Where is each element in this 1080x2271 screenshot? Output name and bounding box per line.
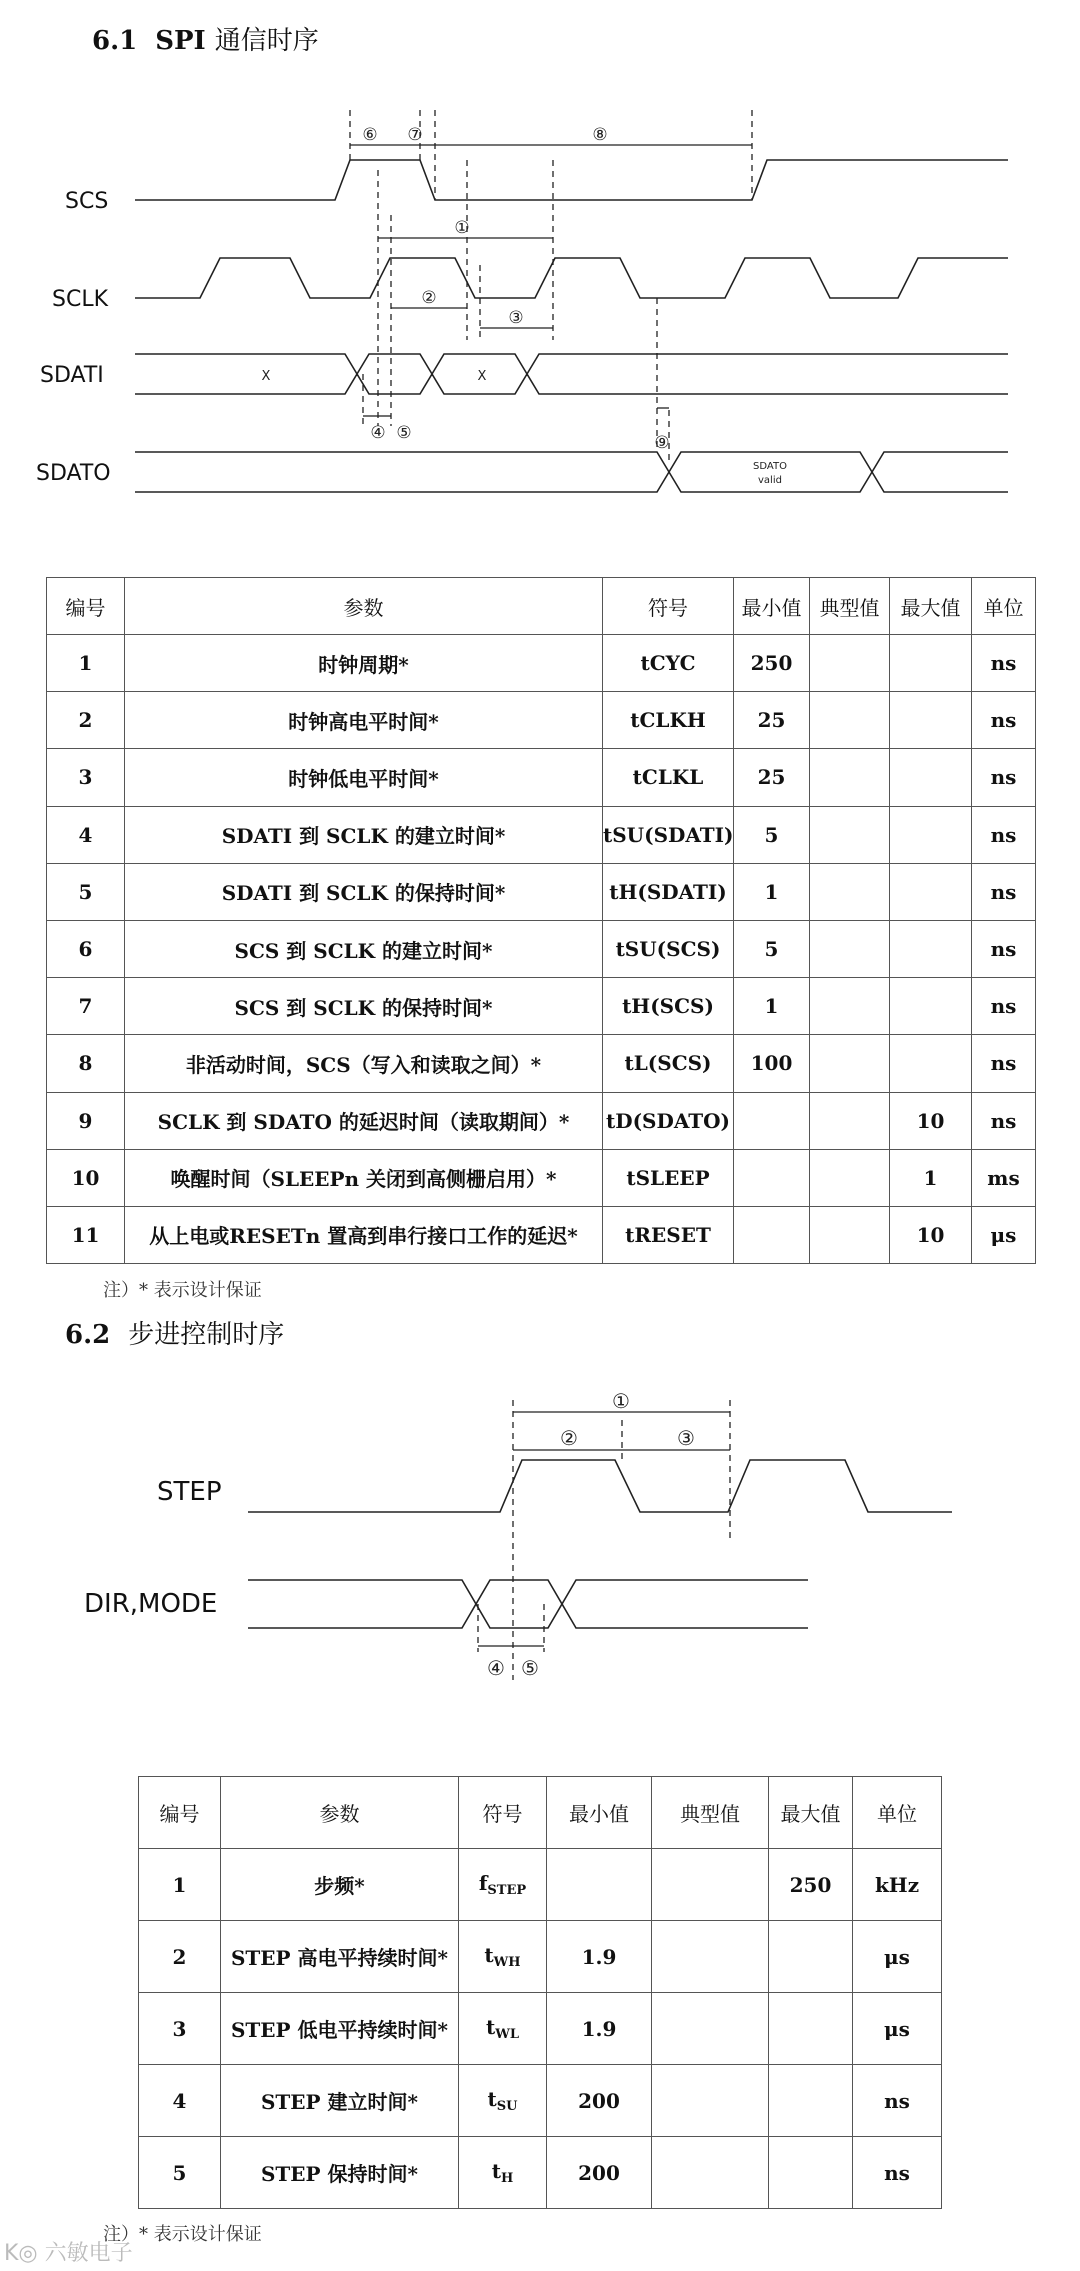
header-max: 最大值 [890, 578, 972, 635]
step-timing-table [138, 1776, 942, 2209]
cell-unit: ns [972, 749, 1036, 806]
signal-label-scs: SCS [65, 189, 109, 214]
cell-typ [810, 1092, 890, 1149]
cell-no: 5 [139, 2137, 221, 2209]
marker-8: ⑧ [592, 125, 608, 145]
cell-max [890, 749, 972, 806]
cell-max [769, 1921, 853, 1993]
cell-typ [652, 1849, 769, 1921]
cell-param: 时钟周期* [125, 635, 603, 692]
scs-waveform [135, 160, 1008, 200]
cell-max [890, 806, 972, 863]
cell-typ [810, 863, 890, 920]
header-no: 编号 [139, 1777, 221, 1849]
sdato-valid-line1: SDATO [753, 461, 787, 472]
table-row [47, 863, 1036, 920]
table-row [47, 692, 1036, 749]
header-param: 参数 [221, 1777, 459, 1849]
section-title: 通信时序 [214, 26, 319, 56]
cell-unit: ns [972, 1035, 1036, 1092]
section-heading-spi [92, 20, 319, 57]
cell-symbol [459, 1993, 547, 2065]
cell-symbol: tRESET [603, 1206, 734, 1263]
cell-min: 1 [734, 863, 810, 920]
cell-min: 25 [734, 692, 810, 749]
step-marker-5: ⑤ [521, 1656, 539, 1680]
sdati-x-label-1: X [261, 369, 271, 384]
marker-6: ⑥ [362, 125, 378, 145]
cell-param: STEP 保持时间* [221, 2137, 459, 2209]
cell-param: 步频* [221, 1849, 459, 1921]
cell-unit: μs [853, 1921, 942, 1993]
cell-min: 1 [734, 978, 810, 1035]
table-header-row [47, 578, 1036, 635]
cell-typ [652, 2137, 769, 2209]
cell-no: 1 [47, 635, 125, 692]
cell-min: 200 [547, 2137, 652, 2209]
symbol-base: f [478, 1871, 488, 1895]
cell-typ [652, 1921, 769, 1993]
signal-label-sdato: SDATO [36, 461, 111, 486]
marker-4: ④ [370, 423, 386, 443]
cell-symbol: tCYC [603, 635, 734, 692]
step-timing-diagram [0, 1380, 1080, 1680]
table-row [47, 978, 1036, 1035]
marker-2: ② [421, 288, 437, 308]
cell-max [890, 635, 972, 692]
cell-unit: μs [853, 1993, 942, 2065]
cell-no: 1 [139, 1849, 221, 1921]
cell-typ [810, 920, 890, 977]
symbol-base: t [486, 2015, 496, 2039]
marker-1: ① [454, 218, 470, 238]
symbol-base: t [487, 2087, 497, 2111]
cell-no: 3 [139, 1993, 221, 2065]
marker-9: ⑨ [654, 433, 670, 453]
cell-min: 250 [734, 635, 810, 692]
step-marker-4: ④ [487, 1656, 505, 1680]
cell-typ [810, 692, 890, 749]
marker-3: ③ [508, 308, 524, 328]
section-heading-step [65, 1314, 284, 1351]
header-min: 最小值 [547, 1777, 652, 1849]
signal-label-step: STEP [157, 1477, 222, 1507]
cell-max: 10 [890, 1092, 972, 1149]
symbol-base: t [484, 1943, 494, 1967]
cell-min [734, 1092, 810, 1149]
cell-symbol [459, 2065, 547, 2137]
cell-min [734, 1206, 810, 1263]
sclk-waveform [135, 258, 1008, 298]
cell-param: SCS 到 SCLK 的保持时间* [125, 978, 603, 1035]
cell-unit: ns [972, 806, 1036, 863]
cell-symbol [459, 1849, 547, 1921]
header-symbol: 符号 [459, 1777, 547, 1849]
header-no: 编号 [47, 578, 125, 635]
cell-unit: ns [972, 920, 1036, 977]
cell-no: 2 [139, 1921, 221, 1993]
cell-unit: ns [972, 863, 1036, 920]
table-row [139, 2137, 942, 2209]
cell-no: 11 [47, 1206, 125, 1263]
sdati-x-label-2: X [477, 369, 487, 384]
header-typ: 典型值 [810, 578, 890, 635]
cell-symbol: tH(SCS) [603, 978, 734, 1035]
signal-label-sclk: SCLK [52, 287, 109, 312]
header-typ: 典型值 [652, 1777, 769, 1849]
sdato-valid-line2: valid [758, 475, 782, 486]
table-row [47, 1206, 1036, 1263]
symbol-base: t [491, 2159, 501, 2183]
cell-symbol: tD(SDATO) [603, 1092, 734, 1149]
table-row [47, 806, 1036, 863]
cell-param: STEP 高电平持续时间* [221, 1921, 459, 1993]
cell-symbol: tCLKH [603, 692, 734, 749]
cell-typ [652, 1993, 769, 2065]
cell-no: 6 [47, 920, 125, 977]
cell-no: 7 [47, 978, 125, 1035]
cell-param: SCS 到 SCLK 的建立时间* [125, 920, 603, 977]
header-unit: 单位 [853, 1777, 942, 1849]
cell-typ [810, 1035, 890, 1092]
cell-symbol: tSLEEP [603, 1149, 734, 1206]
cell-min: 5 [734, 806, 810, 863]
section-number: 6.1 [92, 26, 138, 56]
dir-mode-waveform [248, 1580, 808, 1628]
cell-max [769, 1993, 853, 2065]
spi-note: 注）* 表示设计保证 [103, 1280, 262, 1301]
symbol-subscript: WH [493, 1955, 521, 1970]
cell-min: 5 [734, 920, 810, 977]
cell-param: SCLK 到 SDATO 的延迟时间（读取期间）* [125, 1092, 603, 1149]
step-marker-2: ② [560, 1426, 578, 1450]
cell-max [769, 2065, 853, 2137]
cell-unit: μs [972, 1206, 1036, 1263]
step-marker-3: ③ [677, 1426, 695, 1450]
cell-max [890, 920, 972, 977]
cell-max [890, 692, 972, 749]
cell-no: 10 [47, 1149, 125, 1206]
cell-unit: ms [972, 1149, 1036, 1206]
table-row [47, 920, 1036, 977]
cell-typ [810, 978, 890, 1035]
cell-symbol: tSU(SDATI) [603, 806, 734, 863]
header-param: 参数 [125, 578, 603, 635]
cell-param: 时钟低电平时间* [125, 749, 603, 806]
symbol-subscript: H [500, 2171, 514, 2186]
cell-unit: ns [972, 692, 1036, 749]
cell-typ [810, 749, 890, 806]
cell-symbol: tCLKL [603, 749, 734, 806]
cell-typ [810, 1206, 890, 1263]
cell-no: 8 [47, 1035, 125, 1092]
marker-7: ⑦ [407, 125, 423, 145]
cell-max [890, 978, 972, 1035]
marker-5: ⑤ [396, 423, 412, 443]
signal-label-sdati: SDATI [40, 363, 104, 388]
cell-unit: kHz [853, 1849, 942, 1921]
table-row [139, 1921, 942, 1993]
table-row [47, 1035, 1036, 1092]
cell-unit: ns [972, 1092, 1036, 1149]
cell-no: 4 [47, 806, 125, 863]
header-max: 最大值 [769, 1777, 853, 1849]
cell-typ [810, 806, 890, 863]
section-title: 步进控制时序 [128, 1320, 285, 1350]
cell-param: 从上电或RESETn 置高到串行接口工作的延迟* [125, 1206, 603, 1263]
spi-timing-table [46, 577, 1036, 1264]
cell-min: 200 [547, 2065, 652, 2137]
cell-min: 25 [734, 749, 810, 806]
cell-max [769, 2137, 853, 2209]
table-row [139, 1849, 942, 1921]
cell-param: 唤醒时间（SLEEPn 关闭到高侧栅启用）* [125, 1149, 603, 1206]
header-min: 最小值 [734, 578, 810, 635]
table-row [139, 2065, 942, 2137]
table-row [47, 1092, 1036, 1149]
section-number: 6.2 [65, 1320, 111, 1350]
cell-max [890, 863, 972, 920]
cell-min [734, 1149, 810, 1206]
cell-no: 9 [47, 1092, 125, 1149]
symbol-subscript: STEP [487, 1883, 527, 1898]
cell-symbol: tL(SCS) [603, 1035, 734, 1092]
cell-param: STEP 建立时间* [221, 2065, 459, 2137]
cell-min: 1.9 [547, 1993, 652, 2065]
cell-unit: ns [853, 2065, 942, 2137]
watermark: K◎ 六敏电子 [4, 2241, 133, 2266]
cell-max: 1 [890, 1149, 972, 1206]
cell-symbol [459, 1921, 547, 1993]
cell-param: 非活动时间，SCS（写入和读取之间）* [125, 1035, 603, 1092]
signal-label-dir-mode: DIR,MODE [84, 1589, 218, 1619]
header-symbol: 符号 [603, 578, 734, 635]
table-row [47, 635, 1036, 692]
symbol-subscript: WL [495, 2027, 519, 2042]
cell-param: SDATI 到 SCLK 的保持时间* [125, 863, 603, 920]
cell-no: 5 [47, 863, 125, 920]
step-waveform [248, 1460, 952, 1512]
cell-max [890, 1035, 972, 1092]
cell-symbol [459, 2137, 547, 2209]
cell-param: STEP 低电平持续时间* [221, 1993, 459, 2065]
header-unit: 单位 [972, 578, 1036, 635]
cell-max: 10 [890, 1206, 972, 1263]
cell-typ [652, 2065, 769, 2137]
cell-min: 100 [734, 1035, 810, 1092]
table-row [139, 1993, 942, 2065]
cell-param: 时钟高电平时间* [125, 692, 603, 749]
cell-min: 1.9 [547, 1921, 652, 1993]
cell-no: 4 [139, 2065, 221, 2137]
cell-unit: ns [972, 978, 1036, 1035]
cell-symbol: tSU(SCS) [603, 920, 734, 977]
table-row [47, 1149, 1036, 1206]
cell-typ [810, 635, 890, 692]
cell-unit: ns [853, 2137, 942, 2209]
cell-param: SDATI 到 SCLK 的建立时间* [125, 806, 603, 863]
cell-no: 3 [47, 749, 125, 806]
sdato-waveform [135, 452, 1008, 492]
step-marker-1: ① [612, 1389, 630, 1413]
cell-max: 250 [769, 1849, 853, 1921]
table-row [47, 749, 1036, 806]
cell-unit: ns [972, 635, 1036, 692]
cell-no: 2 [47, 692, 125, 749]
cell-symbol: tH(SDATI) [603, 863, 734, 920]
step-note: 注）* 表示设计保证 [103, 2224, 262, 2245]
section-title-bold: SPI [155, 26, 206, 56]
spi-timing-diagram [0, 110, 1080, 510]
cell-typ [810, 1149, 890, 1206]
cell-min [547, 1849, 652, 1921]
table-header-row [139, 1777, 942, 1849]
symbol-subscript: SU [496, 2099, 518, 2114]
